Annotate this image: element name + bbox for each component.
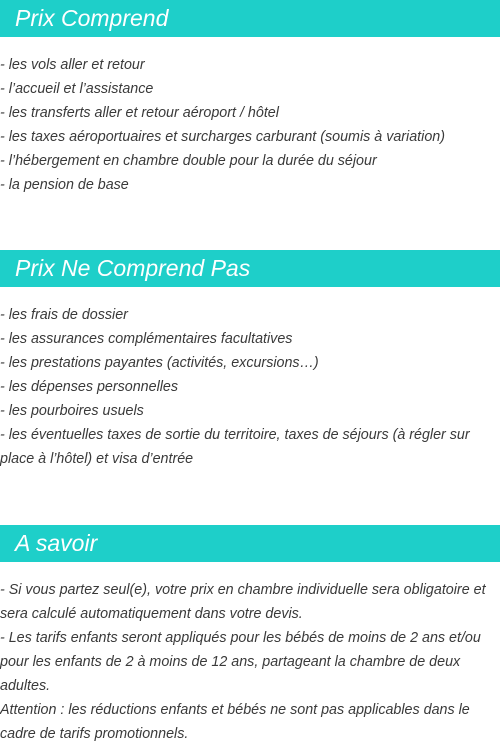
list-item: - les pourboires usuels: [0, 403, 144, 419]
list-item: - Les tarifs enfants seront appliqués pour les bébés de moins de 2 ans et/ou pour les enfants de 2 à moins de 12 ans, partageant la chambre de deux adultes.: [0, 630, 481, 694]
price-includes-list: [0, 37, 500, 197]
list-item: - Si vous partez seul(e), votre prix en chambre individuelle sera obligatoire et sera calculé automatiquement dans votre devis.: [0, 582, 486, 622]
list-item: - l’accueil et l’assistance: [0, 81, 154, 97]
good-to-know-list: [0, 562, 500, 746]
section-price-excludes: [0, 250, 500, 471]
list-item: - les frais de dossier: [0, 307, 128, 323]
list-item: - les dépenses personnelles: [0, 379, 179, 395]
section-title-price-excludes: Prix Ne Comprend Pas: [0, 250, 500, 287]
section-good-to-know: [0, 525, 500, 746]
list-item: - les vols aller et retour: [0, 57, 145, 73]
section-title-price-includes: Prix Comprend: [0, 0, 500, 37]
list-item: - les taxes aéroportuaires et surcharges carburant (soumis à variation): [0, 129, 445, 145]
section-title-good-to-know: A savoir: [0, 525, 500, 562]
list-item: - l’hébergement en chambre double pour la durée du séjour: [0, 153, 377, 169]
list-item: - la pension de base: [0, 177, 129, 193]
list-item: - les prestations payantes (activités, excursions…): [0, 355, 319, 371]
section-price-includes: [0, 0, 500, 197]
price-excludes-list: [0, 287, 500, 471]
list-item: - les assurances complémentaires facultatives: [0, 331, 293, 347]
list-item: Attention : les réductions enfants et bébés ne sont pas applicables dans le cadre de tarifs promotionnels.: [0, 702, 470, 742]
list-item: - les éventuelles taxes de sortie du territoire, taxes de séjours (à régler sur place à l’hôtel) et visa d’entrée: [0, 427, 470, 467]
list-item: - les transferts aller et retour aéroport / hôtel: [0, 105, 279, 121]
